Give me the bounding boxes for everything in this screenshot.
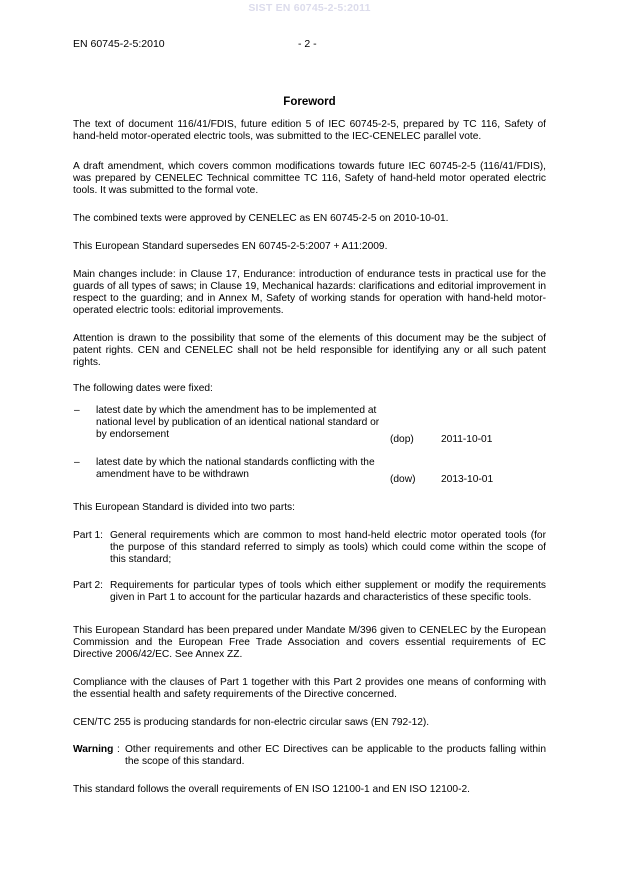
page-title: Foreword <box>283 96 336 108</box>
watermark: SIST EN 60745-2-5:2011 <box>248 2 371 14</box>
part-description: Requirements for particular types of tools which either supplement or modify the requirements given in Part 1 to account for the particular hazards and characteristics of these specific tools. <box>110 580 546 603</box>
date-item-text: latest date by which the amendment has to be implemented at national level by publication of an identical national standard or by endorsement <box>96 405 380 440</box>
paragraph-approval: The combined texts were approved by CENELEC as EN 60745-2-5 on 2010-10-01. <box>73 213 449 224</box>
part-label: Part 1: <box>73 530 104 541</box>
paragraph-main-changes: Main changes include: in Clause 17, Endurance: introduction of endurance tests in practical use for the guards of all types of saws; in Clause 19, Mechanical hazards: clarifications and editorial improvement in respect to the guarding; and in Annex M, Safety of working stands for operation with hand-held motor-operated electric tools: editorial improvements. <box>73 269 546 316</box>
paragraph-iso-requirements: This standard follows the overall requirements of EN ISO 12100-1 and EN ISO 12100-2. <box>73 784 470 795</box>
paragraph-patent-rights: Attention is drawn to the possibility that some of the elements of this document may be the subject of patent rights. CEN and CENELEC shall not be held responsible for identifying any or all such patent rights. <box>73 333 546 368</box>
warning-text: Other requirements and other EC Directives can be applicable to the products falling within the scope of this standard. <box>125 744 546 767</box>
part-description: General requirements which are common to most hand-held electric motor operated tools (for the purpose of this standard referred to simply as tools) which could come within the scope of this standard; <box>110 530 546 565</box>
page-number: - 2 - <box>298 38 317 50</box>
date-abbreviation: (dop) <box>390 434 414 445</box>
date-value: 2013-10-01 <box>441 474 494 485</box>
paragraph-cen-tc: CEN/TC 255 is producing standards for non-electric circular saws (EN 792-12). <box>73 717 430 728</box>
date-value: 2011-10-01 <box>441 434 493 445</box>
paragraph-fdis: The text of document 116/41/FDIS, future edition 5 of IEC 60745-2-5, prepared by TC 116, Safety of hand-held motor-operated electric tools, was submitted to the IEC-CENELEC parallel vote. <box>73 119 546 142</box>
date-item-text: latest date by which the national standards conflicting with the amendment have to be withdrawn <box>96 457 375 480</box>
part-label: Part 2: <box>73 580 104 591</box>
paragraph-supersedes: This European Standard supersedes EN 60745-2-5:2007 + A11:2009. <box>73 241 388 252</box>
paragraph-draft-amendment: A draft amendment, which covers common modifications towards future IEC 60745-2-5 (116/41/FDIS), was prepared by CENELEC Technical committee TC 116, Safety of hand-held motor operated electric tools. It was submitted to the formal vote. <box>73 161 546 196</box>
list-bullet: – <box>74 405 80 416</box>
paragraph-mandate: This European Standard has been prepared under Mandate M/396 given to CENELEC by the European Commission and the European Free Trade Association and covers essential requirements of EC Directive 2006/42/EC. See Annex ZZ. <box>73 625 546 660</box>
date-abbreviation: (dow) <box>390 474 416 485</box>
list-bullet: – <box>74 457 80 468</box>
paragraph-parts-intro: This European Standard is divided into two parts: <box>73 502 295 513</box>
warning-label: Warning <box>73 744 114 755</box>
paragraph-dates-intro: The following dates were fixed: <box>73 383 213 394</box>
warning-colon: : <box>117 744 120 755</box>
document-id: EN 60745-2-5:2010 <box>73 38 165 50</box>
paragraph-compliance: Compliance with the clauses of Part 1 together with this Part 2 provides one means of conforming with the essential health and safety requirements of the Directive concerned. <box>73 677 546 700</box>
